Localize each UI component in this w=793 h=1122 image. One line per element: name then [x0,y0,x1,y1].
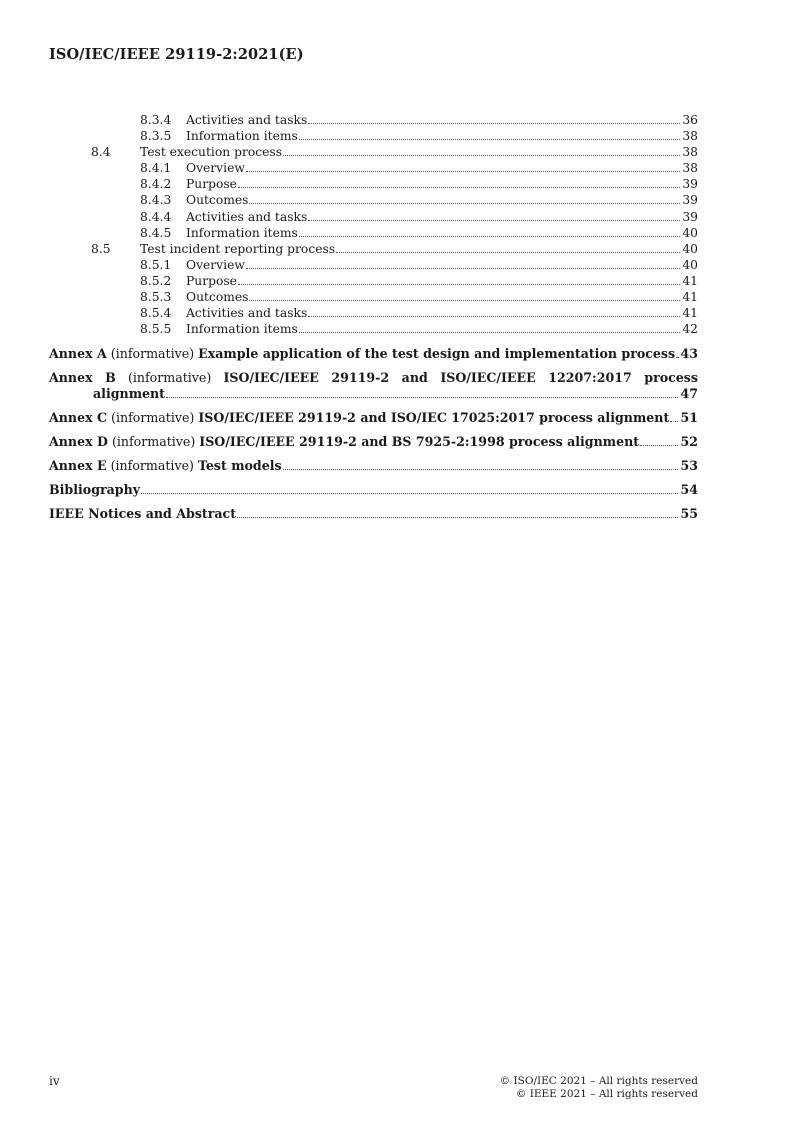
annex-label: Annex B [49,370,116,386]
dot-leader [299,332,681,333]
toc-entry-title: Activities and tasks [186,209,308,224]
toc-entry-page: 38 [682,129,698,144]
annex-title: ISO/IEC/IEEE 29119-2 and BS 7925-2:1998 process alignment [199,434,640,450]
dot-leader [246,268,680,269]
dot-leader [676,357,678,358]
toc-annex-c[interactable] [49,410,698,426]
annex-b-line2 [49,386,698,402]
page-number: iv [49,1074,60,1088]
toc-entry-title: Information items [186,129,298,144]
toc-entry-number: 8.3.5 [140,129,172,144]
toc-entry-number: 8.4.5 [140,225,172,240]
toc-entry[interactable] [49,144,698,160]
dot-leader [141,493,678,494]
toc-entry-page: 40 [682,257,698,272]
dot-leader [249,300,680,301]
toc-entry-title: Purpose [186,177,237,192]
toc-entry[interactable] [49,241,698,257]
toc-bibliography[interactable] [49,482,698,498]
toc-entry[interactable] [49,176,698,192]
dot-leader [238,187,680,188]
copyright-ieee: © IEEE 2021 – All rights reserved [515,1087,698,1100]
dot-leader [249,203,680,204]
toc-entry[interactable] [49,112,698,128]
annex-label: Annex A [49,346,107,362]
annex-type: (informative) [127,370,212,386]
toc-entry-page: 39 [682,209,698,224]
toc-entry-title: Overview [186,257,245,272]
toc-entry[interactable] [49,209,698,225]
toc-entry-title: Activities and tasks [186,113,308,127]
toc-entry-page: 38 [682,161,698,176]
annex-title: Test models [197,458,282,474]
ieee-notices-title: IEEE Notices and Abstract [49,506,237,522]
copyright-notice [500,1075,698,1100]
toc-entry[interactable] [49,305,698,321]
toc-entry-page: 41 [682,306,698,321]
dot-leader [238,284,680,285]
toc-entry-page: 39 [682,177,698,192]
toc-entry-page: 38 [682,145,698,160]
toc-entry-page: 40 [682,225,698,240]
toc-entry-title: Test incident reporting process [140,241,336,256]
ieee-notices-page: 55 [680,506,698,522]
toc-entry-number: 8.5.3 [140,290,172,305]
toc-entry-page: 42 [682,322,698,337]
toc-entry-title: Outcomes [186,290,249,305]
toc-entry-number: 8.4.1 [140,161,172,176]
annex-b-line1 [49,370,698,386]
dot-leader [299,236,681,237]
toc-entry-title: Purpose [186,273,237,288]
toc-entry[interactable] [49,225,698,241]
toc-annex-b[interactable] [49,370,698,402]
annex-type: (informative) [111,410,195,426]
toc-entry-number: 8.5.5 [140,322,172,337]
toc-entry[interactable] [49,273,698,289]
toc-entry[interactable] [49,160,698,176]
dot-leader [299,139,681,140]
dot-leader [246,171,680,172]
toc-entry-title: Test execution process [140,145,283,160]
dot-leader [166,397,678,398]
annex-type: (informative) [110,346,195,362]
annex-label: Annex E [49,458,107,474]
bibliography-page: 54 [680,482,698,498]
toc-entry-page: 41 [682,290,698,305]
dot-leader [308,316,680,317]
dot-leader [640,445,678,446]
toc-entry-number: 8.4.2 [140,177,172,192]
toc-entry[interactable] [49,289,698,305]
annex-label: Annex D [49,434,108,450]
dot-leader [670,421,678,422]
toc-annex-e[interactable] [49,458,698,474]
dot-leader [308,220,680,221]
toc-entry-title: Information items [186,322,298,337]
copyright-iso: © ISO/IEC 2021 – All rights reserved [499,1075,698,1087]
annex-type: (informative) [111,434,196,450]
toc-entry-title: Information items [186,225,298,240]
annex-page: 53 [680,458,698,474]
annex-title: ISO/IEC/IEEE 29119-2 and ISO/IEC 17025:2017 process alignment [198,410,670,426]
toc-entry-title: Outcomes [186,193,249,208]
toc-annex-d[interactable] [49,434,698,450]
annex-page: 52 [680,434,698,450]
toc-entry-title: Activities and tasks [186,306,308,321]
annex-title: ISO/IEC/IEEE 29119-2 and ISO/IEC/IEEE 12207:2017 process [223,370,698,386]
toc-entry-page: 39 [682,193,698,208]
toc-entry-number: 8.5.4 [140,306,172,321]
dot-leader [283,469,679,470]
toc-entry-title: Overview [186,161,245,176]
toc-entry[interactable] [49,192,698,208]
toc-entry[interactable] [49,128,698,144]
dot-leader [308,123,680,124]
toc-entry-page: 40 [682,241,698,256]
toc-entry-page: 41 [682,273,698,288]
dot-leader [336,252,680,253]
annex-title-continued: alignment [93,386,166,402]
annex-label: Annex C [49,410,108,426]
annex-title: Example application of the test design and implementation process [198,346,676,362]
annex-page: 51 [680,410,698,426]
document-header: ISO/IEC/IEEE 29119-2:2021(E) [49,46,304,63]
annex-page: 43 [680,346,698,362]
toc-entry[interactable] [49,257,698,273]
bibliography-title: Bibliography [49,482,141,498]
toc-ieee-notices[interactable] [49,506,698,522]
toc-entry-number: 8.3.4 [140,113,172,127]
dot-leader [237,517,678,518]
annex-page: 47 [680,386,698,402]
toc-entry-number: 8.4.4 [140,209,172,224]
dot-leader [283,155,680,156]
toc-entry-number: 8.5 [91,241,111,256]
table-of-contents [49,112,698,522]
toc-entry-number: 8.4 [91,145,111,160]
annex-type: (informative) [110,458,194,474]
toc-entry-page: 36 [682,113,698,127]
toc-entry-number: 8.4.3 [140,193,172,208]
toc-annex-a[interactable] [49,346,698,362]
toc-entry-number: 8.5.1 [140,257,172,272]
toc-entry[interactable] [49,321,698,337]
toc-entry-number: 8.5.2 [140,273,172,288]
